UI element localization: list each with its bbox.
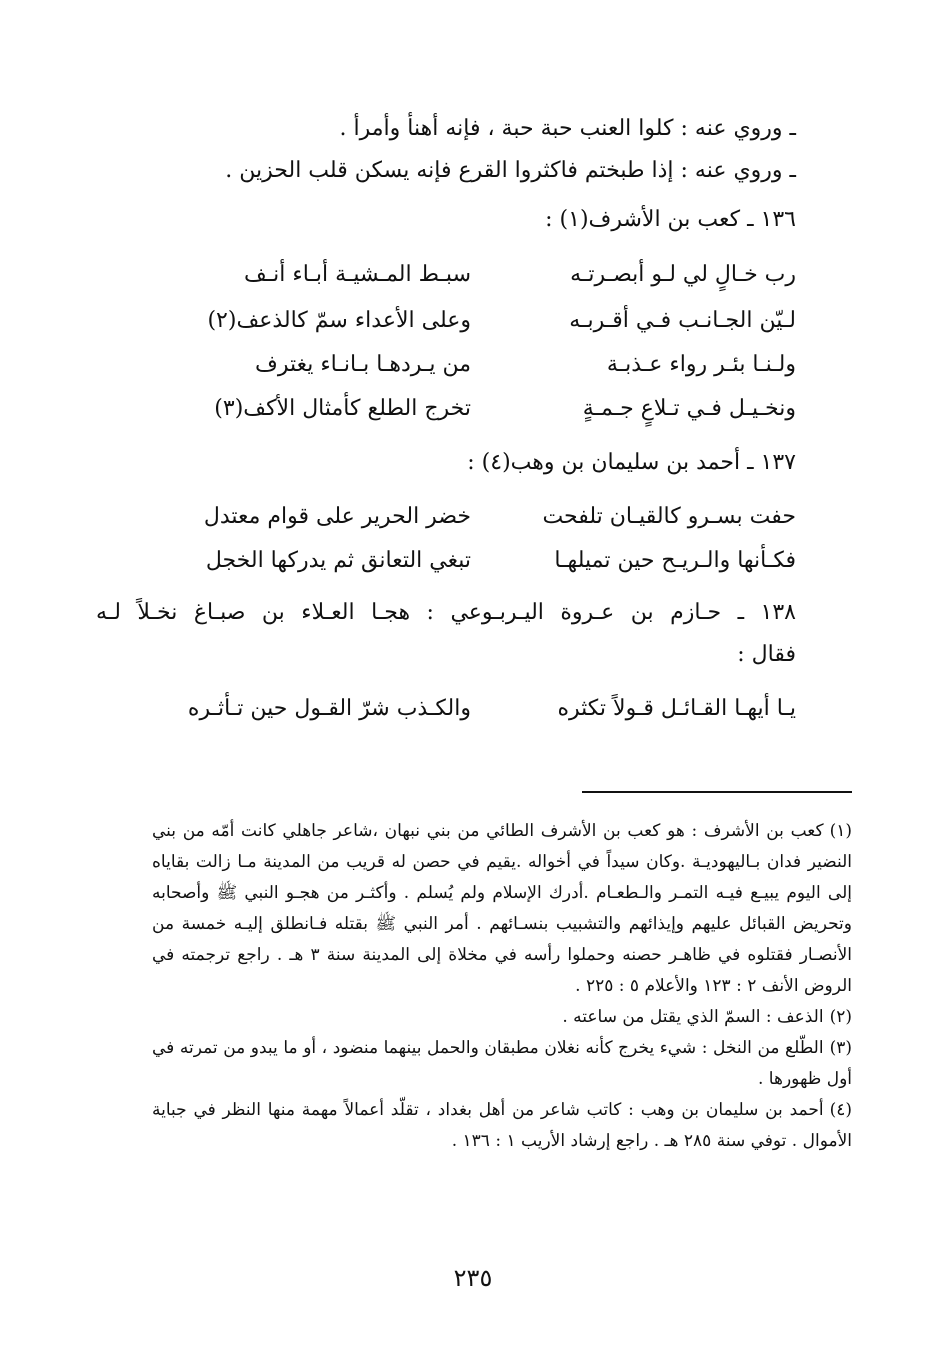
section-heading: ١٣٦ ـ كعب بن الأشرف(١) : xyxy=(545,207,796,232)
footnote-number: (٣) xyxy=(829,1038,852,1058)
section-heading: ١٣٨ ـ حـازم بن عـروة اليـربـوعي : هجـا العـلاء بن صبـاغ نخـلاً لـه xyxy=(96,600,796,625)
verse-first-hemistich: لـيّن الجـانـب فـي أقـربـه xyxy=(569,308,796,333)
section-heading-continuation: فقال : xyxy=(737,642,796,667)
footnote-number: (٢) xyxy=(829,1007,852,1027)
verse-line xyxy=(146,500,796,534)
footnote-text: كعب بن الأشرف : هو كعب بن الأشرف الطائي من بني نبهان ،شاعر جاهلي كانت أمّه من بني النضير فدان بـاليهوديـة .وكان سيداً في أخواله .يقيم في حصن له قريب من المدينة مـا زالت بقاياه إلى اليوم يبيـع فيـه التمـر والـطعـام .أدرك الإسلام ولم يُسلم . وأكثـر من هجـو النبي ﷺ وأصحابه وتحريض القبائل عليهم وإيذائهم والتشبيب بنسـائهم . أمر النبي ﷺ بقتله فـانطلق إليـه خمسة من الأنصـار فقتلوه في ظاهـر حصنه وحملوا رأسه في مخلاة إلى المدينة سنة ٣ هـ . راجع ترجمته في الروض الأنف ٢ : ١٢٣ والأعلام ٥ : ٢٢٥ . xyxy=(152,821,852,996)
footnotes xyxy=(152,816,852,1157)
footnote xyxy=(152,1095,852,1157)
verse-first-hemistich: حفت بسـرو كالقيـان تلفحت xyxy=(542,504,796,529)
verse-second-hemistich: وعلى الأعداء سمّ كالذعف(٢) xyxy=(207,308,471,333)
footnote-text: الطّلع من النخل : شيء يخرج كأنه نغلان مطبقان والحمل بينهما منضود ، أو ما يبدو من تمرته في أول ظهورها . xyxy=(152,1038,852,1089)
section-heading: ١٣٧ ـ أحمد بن سليمان بن وهب(٤) : xyxy=(467,450,796,475)
footnote-text: الذعف : السمّ الذي يقتل من ساعته . xyxy=(562,1007,824,1027)
verse-line xyxy=(146,348,796,382)
prose-line: ـ وروي عنه : كلوا العنب حبة حبة ، فإنه أهنأ وأمرأ . xyxy=(339,116,796,141)
footnote xyxy=(152,816,852,1002)
footnote-number: (١) xyxy=(829,821,852,841)
verse-second-hemistich: سبـط المـشيـة أبـاء أنـف xyxy=(243,262,471,287)
verse-first-hemistich: رب خـالٍ لي لـو أبصـرتـه xyxy=(570,262,796,287)
verse-first-hemistich: فكـأنها والـريـح حين تميلهـا xyxy=(554,548,796,573)
verse-line xyxy=(146,692,796,726)
verse-first-hemistich: ونخـيـل فـي تـلاعٍ جـمـةٍ xyxy=(582,396,796,421)
prose-line: ـ وروي عنه : إذا طبختم فاكثروا القرع فإنه يسكن قلب الحزين . xyxy=(225,158,796,183)
verse-line xyxy=(146,258,796,292)
verse-second-hemistich: تخرج الطلع كأمثال الأكف(٣) xyxy=(214,396,471,421)
footnote-number: (٤) xyxy=(829,1100,852,1120)
verse-second-hemistich: خضر الحرير على قوام معتدل xyxy=(203,504,471,529)
footnote xyxy=(152,1002,852,1033)
verse-line xyxy=(146,544,796,578)
verse-second-hemistich: من يـردهـا بـانـاء يغترف xyxy=(255,352,471,377)
page-number: ٢٣٥ xyxy=(453,1264,493,1292)
verse-first-hemistich: يـا أيهـا القـائـل قـولاً تكثره xyxy=(557,696,796,721)
verse-line xyxy=(146,392,796,426)
verse-second-hemistich: والكـذب شرّ القـول حين تـأثـره xyxy=(187,696,471,721)
footnote-text: أحمد بن سليمان بن وهب : كاتب شاعر من أهل بغداد ، تقلّد أعمالاً مهمة منها النظر في جباية الأموال . توفي سنة ٢٨٥ هـ . راجع إرشاد الأريب ١ : ١٣٦ . xyxy=(152,1100,852,1151)
verse-second-hemistich: تبغي التعانق ثم يدركها الخجل xyxy=(205,548,471,573)
footnote xyxy=(152,1033,852,1095)
verse-first-hemistich: ولـنـا بئـر رواء عـذبـة xyxy=(606,352,796,377)
verse-line xyxy=(146,304,796,338)
footnote-separator xyxy=(582,791,852,793)
